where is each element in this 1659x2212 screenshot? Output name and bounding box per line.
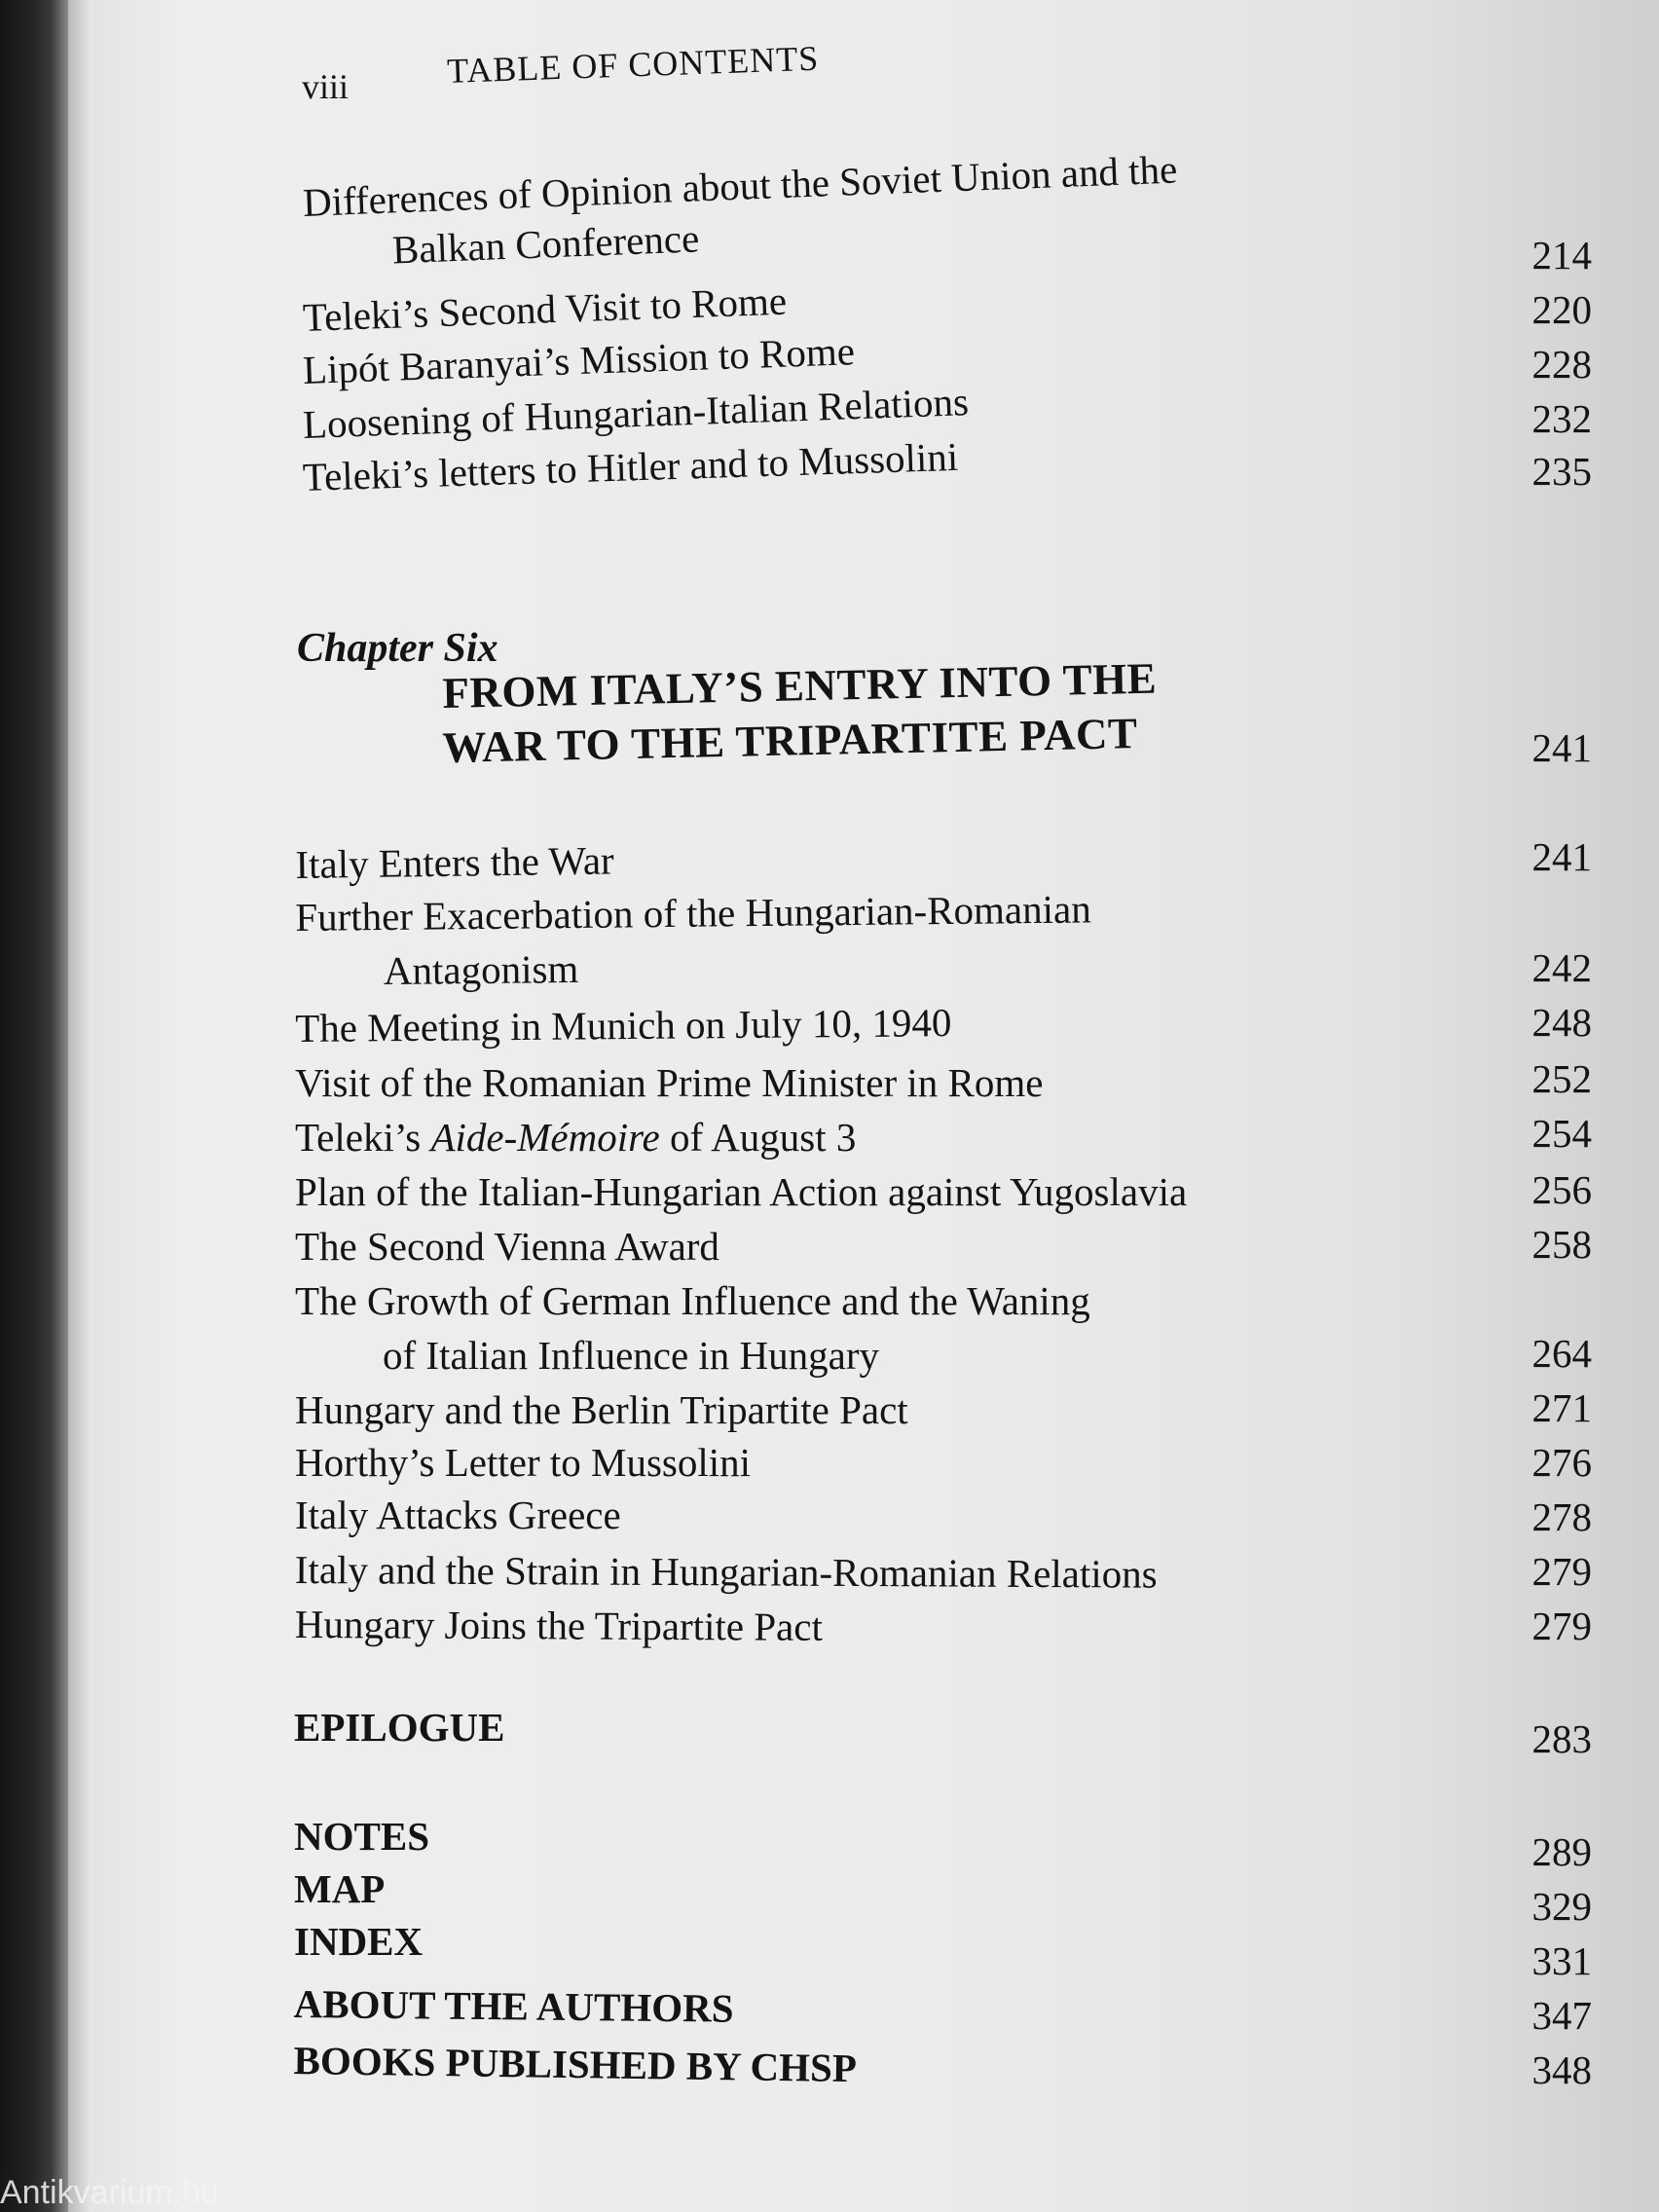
toc-entry-title-italic: Aide-Mémoire — [430, 1115, 660, 1160]
toc-page-number: 289 — [1531, 1829, 1592, 1874]
chapter-label: Chapter Six — [297, 626, 498, 671]
book-spine-shadow — [0, 0, 68, 2212]
toc-entry-title: The Second Vienna Award — [295, 1224, 719, 1269]
toc-page-number: 258 — [1531, 1222, 1592, 1267]
toc-back-entry-title: MAP — [294, 1866, 386, 1911]
page-number: viii — [302, 67, 350, 106]
toc-entry-title: Hungary Joins the Tripartite Pact — [294, 1601, 824, 1649]
toc-entry-title: Italy and the Strain in Hungarian-Romanian Relations — [294, 1546, 1158, 1597]
toc-entry-title: Loosening of Hungarian-Italian Relations — [302, 379, 970, 447]
toc-page-number: 264 — [1531, 1331, 1592, 1376]
watermark: Antikvarium.hu — [0, 2174, 219, 2211]
toc-entry-title-cont: Antagonism — [383, 945, 579, 994]
toc-page-number: 214 — [1531, 233, 1592, 277]
toc-page-number: 329 — [1531, 1884, 1592, 1929]
toc-entry-title: Teleki’s Second Visit to Rome — [302, 277, 788, 340]
toc-entry-title: Plan of the Italian-Hungarian Action against Yugoslavia — [295, 1169, 1188, 1214]
toc-entry-title: Visit of the Romanian Prime Minister in Rome — [295, 1060, 1044, 1105]
toc-entry-title-cont: of Italian Influence in Hungary — [383, 1333, 880, 1378]
toc-entry-title: Italy Enters the War — [295, 837, 614, 887]
chapter-title-line1: FROM ITALY’S ENTRY INTO THE — [441, 653, 1158, 719]
toc-page-number: 228 — [1531, 342, 1592, 387]
toc-page-number: 348 — [1531, 2047, 1592, 2092]
toc-page-number: 278 — [1531, 1494, 1592, 1539]
toc-entry-title: Differences of Opinion about the Soviet Union and the — [302, 146, 1179, 225]
toc-page-number: 331 — [1531, 1938, 1592, 1983]
toc-entry-title: Further Exacerbation of the Hungarian-Romanian — [295, 886, 1091, 940]
toc-entry-title: Italy Attacks Greece — [295, 1493, 621, 1537]
toc-page-number: 279 — [1531, 1604, 1592, 1648]
toc-page-number: 242 — [1531, 945, 1592, 990]
toc-page-number: 279 — [1531, 1549, 1592, 1594]
toc-entry-title-cont: Balkan Conference — [391, 215, 700, 273]
toc-entry-title: Teleki’s letters to Hitler and to Mussolini — [302, 433, 959, 499]
toc-entry-title-pre: Teleki’s — [295, 1115, 431, 1160]
toc-entry-title-post: of August 3 — [659, 1115, 857, 1160]
toc-entry-title: The Growth of German Influence and the Waning — [295, 1278, 1090, 1323]
chapter-title-line2: WAR TO THE TRIPARTITE PACT — [441, 709, 1138, 773]
toc-page-number: 271 — [1531, 1385, 1592, 1430]
toc-page-number: 232 — [1531, 396, 1592, 441]
toc-page-number: 241 — [1531, 834, 1592, 879]
toc-back-entry-title: ABOUT THE AUTHORS — [293, 1980, 734, 2031]
toc-page-number: 235 — [1531, 449, 1592, 494]
toc-page-number: 283 — [1531, 1716, 1592, 1761]
toc-entry-title: Lipót Baranyai’s Mission to Rome — [302, 328, 856, 392]
toc-page-number: 220 — [1531, 287, 1592, 332]
toc-back-entry-title: NOTES — [294, 1814, 429, 1859]
toc-entry-title: Hungary and the Berlin Tripartite Pact — [295, 1387, 908, 1432]
toc-entry-title — [295, 1110, 856, 1164]
toc-page-number: 252 — [1531, 1056, 1592, 1101]
toc-page-number: 276 — [1531, 1440, 1592, 1485]
toc-entry-title: Horthy’s Letter to Mussolini — [295, 1440, 752, 1485]
running-title: TABLE OF CONTENTS — [446, 38, 820, 92]
toc-page-number: 256 — [1531, 1167, 1592, 1212]
toc-page-number: 347 — [1531, 1993, 1592, 2038]
toc-page-number: 254 — [1531, 1111, 1592, 1156]
toc-page-number: 248 — [1531, 1000, 1592, 1045]
toc-back-entry-title: INDEX — [294, 1919, 424, 1964]
toc-entry-title: The Meeting in Munich on July 10, 1940 — [295, 1000, 952, 1051]
toc-back-entry-title: BOOKS PUBLISHED BY CHSP — [293, 2037, 858, 2091]
toc-back-entry-title: EPILOGUE — [294, 1705, 505, 1750]
chapter-page-number: 241 — [1531, 725, 1592, 770]
